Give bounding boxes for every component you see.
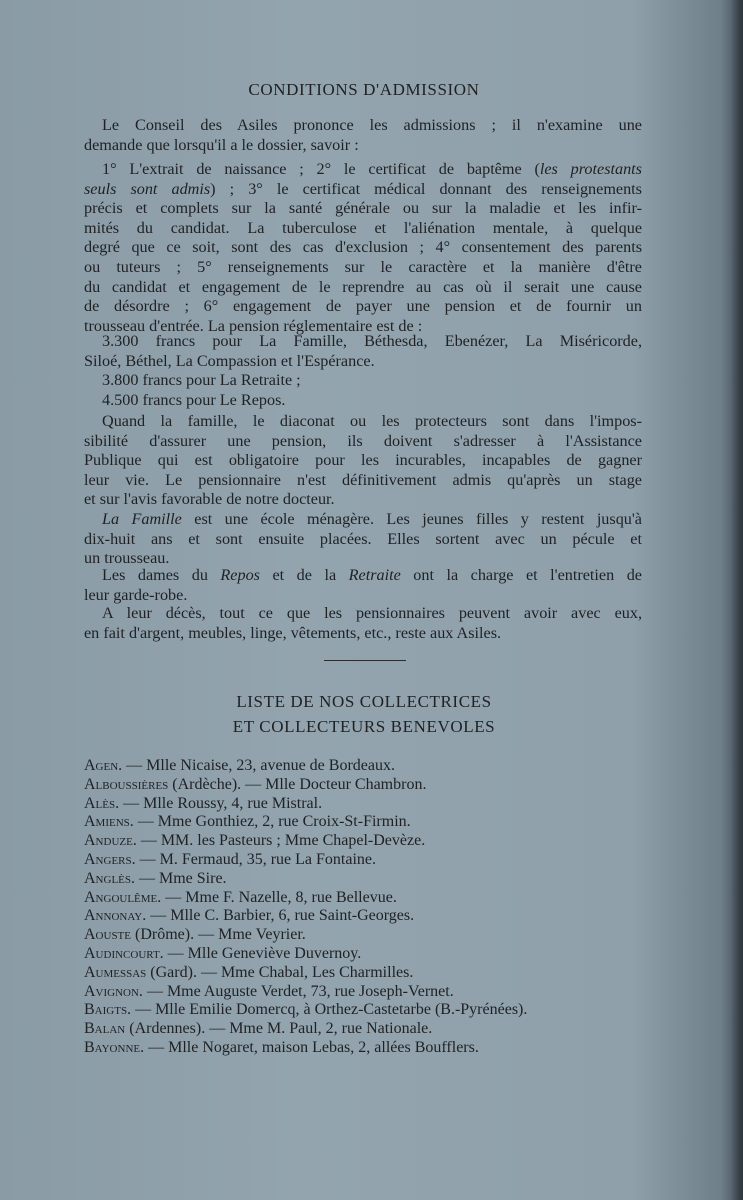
list-item — [84, 1001, 644, 1020]
place-name: Audincourt. — [84, 944, 164, 962]
place-name: Agen. — [84, 757, 123, 774]
place-name: Bayonne. — [84, 1038, 145, 1056]
collector-details: — Mme F. Nazelle, 8, rue Bellevue. — [161, 888, 397, 906]
famille-line-3: un trousseau. — [84, 549, 170, 568]
collector-details: — Mlle Roussy, 4, rue Mistral. — [119, 794, 323, 812]
documents-line-7: du candidat et engagement de le reprendre au cas où il serait une cause — [84, 277, 642, 296]
documents-line-9: trousseau d'entrée. La pension réglementaire est de : — [84, 316, 423, 335]
dames-line-1: Les dames du Repos et de la Retraite ont la charge et l'entretien de — [102, 566, 642, 584]
famille-line-2: dix-huit ans et sont ensuite placées. Elles sortent avec un pécule et — [84, 529, 642, 548]
list-item — [84, 870, 644, 889]
documents-line-2: seuls sont admis) ; 3° le certificat médical donnant des renseignements — [84, 179, 642, 198]
collector-details: — Mlle Geneviève Duvernoy. — [163, 944, 362, 962]
deces-line-2: en fait d'argent, meubles, linge, vêtements, etc., reste aux Asiles. — [84, 623, 502, 642]
pension-line-4: 4.500 francs pour Le Repos. — [102, 390, 286, 409]
quand-line-3: Publique qui est obligatoire pour les incurables, incapables de gagner — [84, 451, 642, 470]
collectrices-title-line-1: LISTE DE NOS COLLECTRICES — [236, 692, 492, 711]
famille-line-1: La Famille est une école ménagère. Les jeunes filles y restent jusqu'à — [102, 510, 642, 528]
page-spine-shadow — [731, 0, 743, 1200]
quand-line-5: et sur l'avis favorable de notre docteur. — [84, 490, 335, 509]
quand-line-4: leur vie. Le pensionnaire n'est définitivement admis qu'après un stage — [84, 470, 642, 489]
list-item — [84, 1020, 644, 1039]
place-name: Angers. — [84, 850, 136, 868]
place-name: Annonay. — [84, 907, 147, 925]
place-name: Alès. — [84, 794, 120, 812]
collectrices-title-line-2: ET COLLECTEURS BENEVOLES — [232, 717, 496, 736]
collector-details: — Mlle Nicaise, 23, avenue de Bordeaux. — [122, 757, 395, 774]
collector-details: — MM. les Pasteurs ; Mme Chapel-Devèze. — [136, 832, 426, 850]
place-name: Alboussières — [84, 775, 169, 793]
place-name: Aumessas — [84, 963, 147, 981]
documents-line-6: ou tuteurs ; 5° renseignements sur le caractère et la manière d'être — [84, 257, 642, 276]
documents-line-8: de désordre ; 6° engagement de payer une pension et de fournir un — [84, 297, 642, 316]
list-item — [84, 964, 644, 983]
deces-paragraph — [84, 604, 642, 643]
quand-line-2: sibilité d'assurer une pension, ils doivent s'adresser à l'Assistance — [84, 431, 642, 450]
place-name: Anduze. — [84, 832, 137, 850]
dames-paragraph — [84, 566, 642, 605]
list-item — [84, 776, 644, 795]
collector-details: — M. Fermaud, 35, rue La Fontaine. — [135, 850, 377, 868]
place-name: Balan — [84, 1020, 126, 1038]
collector-details: — Mlle Nogaret, maison Lebas, 2, allées Boufflers. — [144, 1038, 479, 1056]
list-item — [84, 1039, 644, 1058]
list-item — [84, 945, 644, 964]
pension-line-1: 3.300 francs pour La Famille, Béthesda, Ebenézer, La Miséricorde, — [102, 332, 642, 350]
collector-details: — Mme Auguste Verdet, 73, rue Joseph-Vernet. — [142, 982, 454, 1000]
list-item — [84, 907, 644, 926]
documents-line-4: mités du candidat. La tuberculose et l'aliénation mentale, à quelque — [84, 218, 642, 237]
famille-paragraph — [84, 510, 642, 569]
section-divider — [324, 660, 406, 661]
list-item — [84, 757, 644, 776]
conditions-title: CONDITIONS D'ADMISSION — [248, 80, 480, 99]
list-item — [84, 926, 644, 945]
quand-paragraph — [84, 412, 642, 510]
documents-line-3: précis et complets sur la santé générale ou sur la maladie et les infir- — [84, 199, 642, 218]
list-item — [84, 851, 644, 870]
pension-line-3: 3.800 francs pour La Retraite ; — [102, 371, 301, 390]
documents-line-1: 1° L'extrait de naissance ; 2° le certificat de baptême (les protestants — [102, 160, 642, 178]
documents-paragraph — [84, 160, 642, 336]
place-name: Baigts. — [84, 1001, 132, 1019]
place-name: Avignon. — [84, 982, 143, 1000]
intro-line-1: Le Conseil des Asiles prononce les admissions ; il n'examine une — [102, 116, 642, 134]
intro-paragraph — [84, 116, 642, 155]
collector-details: (Ardèche). — Mlle Docteur Chambron. — [168, 775, 427, 793]
list-item — [84, 795, 644, 814]
collector-details: — Mme Gonthiez, 2, rue Croix-St-Firmin. — [133, 813, 411, 831]
collector-details: (Drôme). — Mme Veyrier. — [131, 926, 306, 944]
list-item — [84, 832, 644, 851]
deces-line-1: A leur décès, tout ce que les pensionnaires peuvent avoir avec eux, — [102, 604, 642, 622]
place-name: Aouste — [84, 926, 131, 944]
collectrices-list — [84, 757, 644, 1058]
collector-details: (Ardennes). — Mme M. Paul, 2, rue Nationale. — [125, 1020, 433, 1038]
documents-line-5: degré que ce soit, sont des cas d'exclusion ; 4° consentement des parents — [84, 238, 642, 257]
pension-list — [84, 332, 642, 410]
collector-details: — Mlle Emilie Domercq, à Orthez-Castetarbe (B.-Pyrénées). — [131, 1001, 528, 1019]
list-item — [84, 813, 644, 832]
collector-details: — Mme Sire. — [135, 869, 227, 887]
collector-details: (Gard). — Mme Chabal, Les Charmilles. — [146, 963, 414, 981]
list-item — [84, 983, 644, 1002]
dames-line-2: leur garde-robe. — [84, 585, 188, 604]
quand-line-1: Quand la famille, le diaconat ou les protecteurs sont dans l'impos- — [102, 412, 642, 430]
intro-line-2: demande que lorsqu'il a le dossier, savoir : — [84, 135, 359, 154]
place-name: Amiens. — [84, 813, 134, 831]
place-name: Angoulême. — [84, 888, 162, 906]
pension-line-2: Siloé, Béthel, La Compassion et l'Espérance. — [84, 351, 375, 370]
list-item — [84, 889, 644, 908]
place-name: Anglès. — [84, 869, 135, 887]
collector-details: — Mlle C. Barbier, 6, rue Saint-Georges. — [146, 907, 415, 925]
